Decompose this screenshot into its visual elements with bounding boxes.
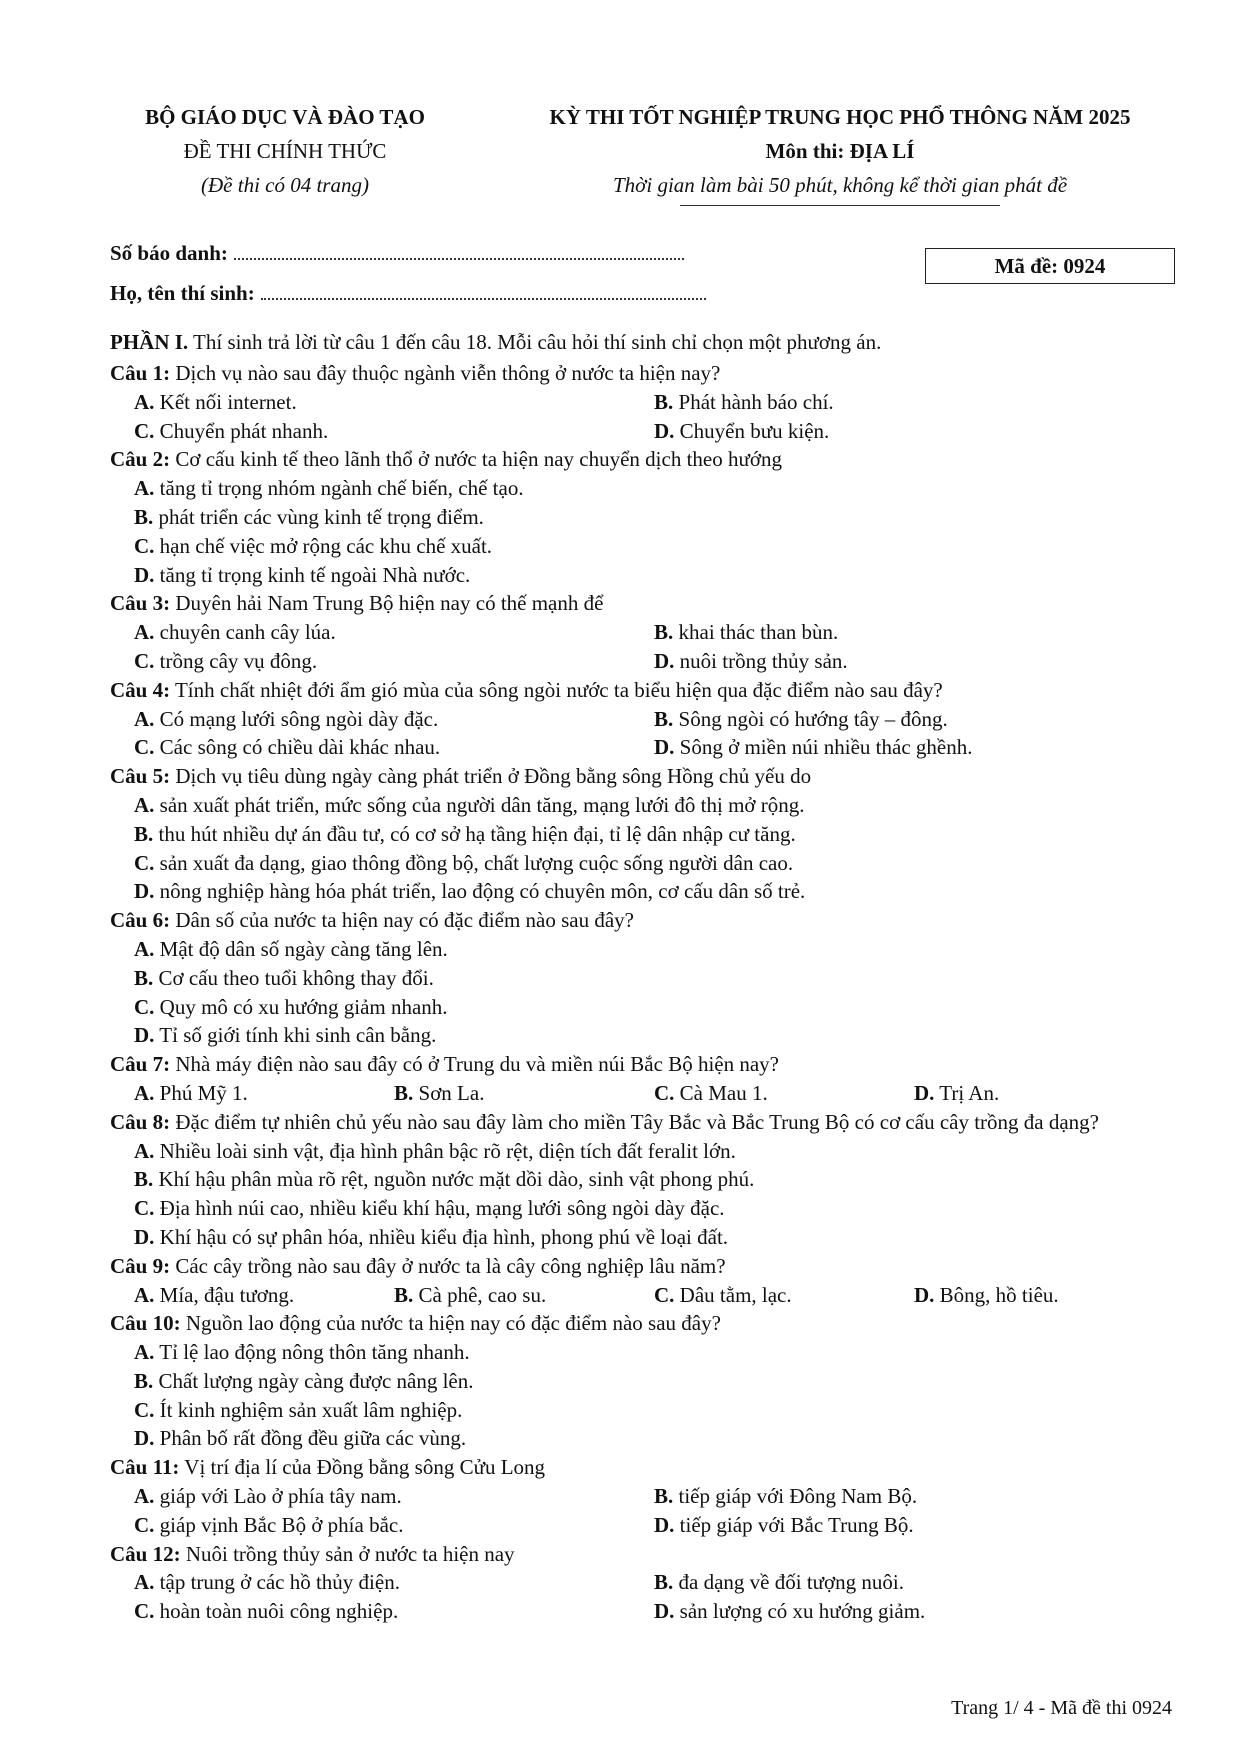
- option-c: [134, 1398, 462, 1422]
- option-letter: B.: [134, 1167, 154, 1192]
- option-letter: D.: [654, 418, 675, 443]
- option-text: Khí hậu phân mùa rõ rệt, nguồn nước mặt dồi dào, sinh vật phong phú.: [153, 1167, 755, 1192]
- option-b: [654, 618, 838, 647]
- official-exam-label: ĐỀ THI CHÍNH THỨC: [183, 139, 387, 163]
- option-row: [110, 503, 1190, 532]
- option-c: [134, 851, 793, 875]
- option-row: [110, 618, 1190, 647]
- option-text: Cà phê, cao su.: [413, 1282, 547, 1307]
- option-c: [134, 995, 448, 1019]
- ministry-name: BỘ GIÁO DỤC VÀ ĐÀO TẠO: [145, 105, 425, 129]
- option-letter: C.: [134, 994, 155, 1019]
- option-letter: A.: [134, 1080, 155, 1105]
- option-text: tăng tỉ trọng kinh tế ngoài Nhà nước.: [154, 562, 471, 587]
- option-row: [110, 705, 1190, 734]
- part-1-label: PHẦN I.: [110, 330, 189, 354]
- option-text: Tỉ lệ lao động nông thôn tăng nhanh.: [154, 1340, 470, 1365]
- option-letter: B.: [654, 1570, 674, 1595]
- option-text: sản xuất đa dạng, giao thông đồng bộ, chất lượng cuộc sống người dân cao.: [154, 850, 794, 875]
- sbd-dots: [234, 240, 684, 260]
- question-text: Nuôi trồng thủy sản ở nước ta hiện nay: [180, 1541, 515, 1566]
- question-text: Nhà máy điện nào sau đây có ở Trung du và miền núi Bắc Bộ hiện nay?: [170, 1052, 780, 1077]
- question-text: Dân số của nước ta hiện nay có đặc điểm nào sau đây?: [170, 908, 634, 933]
- question-label: Câu 10:: [110, 1311, 181, 1336]
- option-row: [110, 935, 1190, 964]
- question-label: Câu 1:: [110, 361, 171, 385]
- option-row: [110, 1568, 1190, 1597]
- option-row: [110, 877, 1190, 906]
- option-letter: D.: [134, 562, 155, 587]
- option-row: [110, 417, 1190, 446]
- option-a: [134, 1139, 736, 1163]
- option-a: [134, 618, 654, 647]
- option-text: hoàn toàn nuôi công nghiệp.: [154, 1599, 399, 1624]
- option-a: [134, 476, 524, 500]
- question-stem: [110, 359, 1190, 388]
- option-letter: D.: [654, 1512, 675, 1537]
- question-stem: [110, 1453, 1190, 1482]
- option-text: tập trung ở các hồ thủy điện.: [154, 1570, 400, 1595]
- question-label: Câu 8:: [110, 1109, 171, 1134]
- question-label: Câu 2:: [110, 447, 171, 472]
- name-dots: [261, 280, 706, 300]
- option-letter: C.: [134, 533, 155, 558]
- question-stem: [110, 762, 1190, 791]
- option-text: giáp với Lào ở phía tây nam.: [154, 1484, 402, 1509]
- option-d: [914, 1281, 1174, 1310]
- question-3: [110, 589, 1190, 675]
- option-text: nuôi trồng thủy sản.: [674, 648, 848, 673]
- option-text: trồng cây vụ đông.: [154, 648, 318, 673]
- time-note: Thời gian làm bài 50 phút, không kể thời gian phát đề: [612, 173, 1068, 197]
- option-letter: B.: [134, 504, 154, 529]
- question-9: [110, 1252, 1190, 1310]
- pages-note: (Đề thi có 04 trang): [201, 173, 369, 197]
- option-letter: C.: [134, 1599, 155, 1624]
- option-letter: C.: [134, 1397, 155, 1422]
- question-11: [110, 1453, 1190, 1539]
- option-text: Sơn La.: [413, 1080, 485, 1105]
- option-text: Dâu tằm, lạc.: [674, 1282, 792, 1307]
- option-a: [134, 1281, 394, 1310]
- option-c: [654, 1281, 914, 1310]
- option-text: Cơ cấu theo tuổi không thay đổi.: [153, 965, 434, 990]
- option-b: [134, 822, 796, 846]
- option-text: Có mạng lưới sông ngòi dày đặc.: [154, 706, 439, 731]
- option-row: [110, 561, 1190, 590]
- option-text: sản lượng có xu hướng giảm.: [674, 1599, 926, 1624]
- sbd-line: [110, 238, 684, 268]
- option-row: [110, 733, 1190, 762]
- option-text: đa dạng về đối tượng nuôi.: [673, 1570, 904, 1595]
- part-1-text: Thí sinh trả lời từ câu 1 đến câu 18. Mỗi câu hỏi thí sinh chỉ chọn một phương án.: [188, 330, 882, 354]
- option-d: [654, 417, 829, 446]
- option-text: Nhiều loài sinh vật, địa hình phân bậc rõ rệt, diện tích đất feralit lớn.: [154, 1138, 736, 1163]
- question-text: Cơ cấu kinh tế theo lãnh thổ ở nước ta hiện nay chuyển dịch theo hướng: [170, 447, 782, 472]
- question-5: [110, 762, 1190, 906]
- option-text: Khí hậu có sự phân hóa, nhiều kiểu địa hình, phong phú về loại đất.: [154, 1224, 729, 1249]
- question-list: [110, 359, 1190, 1626]
- option-row: [110, 532, 1190, 561]
- option-letter: D.: [654, 1599, 675, 1624]
- option-row: [110, 1079, 1190, 1108]
- option-text: chuyên canh cây lúa.: [154, 620, 336, 645]
- question-text: Đặc điểm tự nhiên chủ yếu nào sau đây làm cho miền Tây Bắc và Bắc Trung Bộ có cơ cấu cây trồng đa dạng?: [170, 1109, 1100, 1134]
- option-letter: C.: [134, 418, 155, 443]
- option-letter: C.: [134, 850, 155, 875]
- option-letter: B.: [654, 1484, 674, 1509]
- option-letter: A.: [134, 389, 155, 414]
- question-text: Dịch vụ nào sau đây thuộc ngành viễn thông ở nước ta hiện nay?: [170, 361, 721, 385]
- option-letter: B.: [134, 1368, 154, 1393]
- option-row: [110, 647, 1190, 676]
- option-text: tiếp giáp với Đông Nam Bộ.: [673, 1484, 918, 1509]
- question-text: Tính chất nhiệt đới ẩm gió mùa của sông ngòi nước ta biểu hiện qua đặc điểm nào sau đây?: [170, 677, 943, 702]
- option-text: Phân bố rất đồng đều giữa các vùng.: [154, 1426, 467, 1451]
- option-letter: A.: [134, 936, 155, 961]
- option-b: [654, 1482, 917, 1511]
- question-label: Câu 9:: [110, 1253, 171, 1278]
- option-b: [654, 388, 834, 417]
- option-text: Quy mô có xu hướng giảm nhanh.: [154, 994, 448, 1019]
- name-label: Họ, tên thí sinh:: [110, 281, 255, 305]
- question-12: [110, 1540, 1190, 1626]
- page-footer: Trang 1/ 4 - Mã đề thi 0924: [951, 1697, 1172, 1719]
- option-text: Ít kinh nghiệm sản xuất lâm nghiệp.: [154, 1397, 463, 1422]
- option-text: Chất lượng ngày càng được nâng lên.: [153, 1368, 474, 1393]
- option-b: [134, 505, 484, 529]
- option-row: [110, 1396, 1190, 1425]
- option-text: Chuyển bưu kiện.: [674, 418, 830, 443]
- question-stem: [110, 1108, 1190, 1137]
- option-letter: A.: [134, 476, 155, 501]
- option-c: [134, 647, 654, 676]
- option-letter: D.: [914, 1282, 935, 1307]
- option-text: khai thác than bùn.: [673, 620, 839, 645]
- option-text: nông nghiệp hàng hóa phát triển, lao động có chuyên môn, cơ cấu dân số trẻ.: [154, 879, 806, 904]
- subject: Môn thi: ĐỊA LÍ: [765, 139, 915, 163]
- option-letter: A.: [134, 1138, 155, 1163]
- option-letter: A.: [134, 792, 155, 817]
- option-b: [134, 1369, 474, 1393]
- option-row: [110, 388, 1190, 417]
- option-d: [134, 1426, 466, 1450]
- question-8: [110, 1108, 1190, 1252]
- option-row: [110, 849, 1190, 878]
- option-row: [110, 964, 1190, 993]
- option-a: [134, 1568, 654, 1597]
- name-line: [110, 278, 706, 308]
- option-row: [110, 1511, 1190, 1540]
- option-c: [134, 1196, 725, 1220]
- question-6: [110, 906, 1190, 1050]
- question-text: Nguồn lao động của nước ta hiện nay có đặc điểm nào sau đây?: [180, 1311, 721, 1336]
- option-text: Tỉ số giới tính khi sinh cân bằng.: [154, 1023, 437, 1048]
- option-d: [134, 879, 805, 903]
- option-letter: C.: [654, 1282, 675, 1307]
- option-row: [110, 1424, 1190, 1453]
- option-letter: B.: [134, 821, 154, 846]
- option-c: [134, 1511, 654, 1540]
- option-a: [134, 1482, 654, 1511]
- option-text: Phú Mỹ 1.: [154, 1080, 248, 1105]
- option-text: Các sông có chiều dài khác nhau.: [154, 735, 441, 760]
- option-d: [914, 1079, 1174, 1108]
- question-stem: [110, 445, 1190, 474]
- option-letter: D.: [134, 1426, 155, 1451]
- option-a: [134, 793, 805, 817]
- option-d: [654, 647, 848, 676]
- question-stem: [110, 906, 1190, 935]
- question-label: Câu 5:: [110, 764, 171, 789]
- option-text: Sông ở miền núi nhiều thác ghềnh.: [674, 735, 973, 760]
- question-stem: [110, 1050, 1190, 1079]
- exam-code-box: Mã đề: 0924: [925, 248, 1175, 284]
- option-letter: D.: [134, 1224, 155, 1249]
- option-d: [134, 1023, 436, 1047]
- option-text: Bông, hồ tiêu.: [934, 1282, 1059, 1307]
- question-content: [110, 327, 1190, 1626]
- option-row: [110, 474, 1190, 503]
- option-d: [134, 563, 470, 587]
- option-text: Phát hành báo chí.: [673, 389, 834, 414]
- option-text: Trị An.: [934, 1080, 1000, 1105]
- option-b: [394, 1079, 654, 1108]
- option-c: [134, 1597, 654, 1626]
- question-2: [110, 445, 1190, 589]
- option-b: [654, 705, 948, 734]
- option-letter: A.: [134, 1340, 155, 1365]
- option-letter: D.: [134, 879, 155, 904]
- option-text: Chuyển phát nhanh.: [154, 418, 329, 443]
- option-a: [134, 388, 654, 417]
- option-a: [134, 937, 448, 961]
- option-a: [134, 705, 654, 734]
- question-label: Câu 3:: [110, 591, 171, 616]
- option-b: [134, 1167, 754, 1191]
- question-text: Vị trí địa lí của Đồng bằng sông Cửu Long: [179, 1455, 546, 1480]
- option-letter: A.: [134, 620, 155, 645]
- option-text: phát triển các vùng kinh tế trọng điểm.: [153, 504, 484, 529]
- option-letter: C.: [134, 1512, 155, 1537]
- header-rule: [680, 205, 1000, 206]
- question-text: Dịch vụ tiêu dùng ngày càng phát triển ở Đồng bằng sông Hồng chủ yếu do: [170, 764, 812, 789]
- part-1-instructions: [110, 327, 1190, 357]
- option-letter: A.: [134, 1570, 155, 1595]
- option-a: [134, 1079, 394, 1108]
- option-row: [110, 791, 1190, 820]
- option-row: [110, 1021, 1190, 1050]
- option-row: [110, 820, 1190, 849]
- option-d: [134, 1225, 728, 1249]
- option-letter: D.: [134, 1023, 155, 1048]
- option-letter: A.: [134, 706, 155, 731]
- option-letter: B.: [134, 965, 154, 990]
- option-letter: C.: [134, 735, 155, 760]
- question-text: Các cây trồng nào sau đây ở nước ta là cây công nghiệp lâu năm?: [170, 1253, 726, 1278]
- option-letter: C.: [134, 1196, 155, 1221]
- question-stem: [110, 676, 1190, 705]
- option-row: [110, 1165, 1190, 1194]
- option-a: [134, 1340, 470, 1364]
- question-1: [110, 359, 1190, 445]
- question-7: [110, 1050, 1190, 1108]
- option-letter: B.: [654, 389, 674, 414]
- header-right: [480, 100, 1200, 202]
- option-b: [134, 966, 434, 990]
- option-b: [394, 1281, 654, 1310]
- option-text: hạn chế việc mở rộng các khu chế xuất.: [154, 533, 493, 558]
- question-stem: [110, 589, 1190, 618]
- option-d: [654, 1511, 914, 1540]
- question-label: Câu 6:: [110, 908, 171, 933]
- question-label: Câu 4:: [110, 677, 171, 702]
- question-label: Câu 11:: [110, 1455, 180, 1480]
- option-text: Mật độ dân số ngày càng tăng lên.: [154, 936, 448, 961]
- option-letter: B.: [654, 706, 674, 731]
- option-c: [654, 1079, 914, 1108]
- option-row: [110, 1281, 1190, 1310]
- option-c: [134, 534, 492, 558]
- option-letter: B.: [394, 1282, 414, 1307]
- question-stem: [110, 1309, 1190, 1338]
- question-stem: [110, 1540, 1190, 1569]
- option-text: tiếp giáp với Bắc Trung Bộ.: [674, 1512, 914, 1537]
- option-letter: B.: [654, 620, 674, 645]
- option-text: Địa hình núi cao, nhiều kiểu khí hậu, mạng lưới sông ngòi dày đặc.: [154, 1196, 725, 1221]
- question-text: Duyên hải Nam Trung Bộ hiện nay có thế mạnh để: [170, 591, 604, 616]
- option-text: Kết nối internet.: [154, 389, 297, 414]
- option-c: [134, 733, 654, 762]
- option-row: [110, 1367, 1190, 1396]
- question-label: Câu 7:: [110, 1052, 171, 1077]
- option-row: [110, 1338, 1190, 1367]
- option-row: [110, 1482, 1190, 1511]
- option-letter: B.: [394, 1080, 414, 1105]
- question-stem: [110, 1252, 1190, 1281]
- option-text: thu hút nhiều dự án đầu tư, có cơ sở hạ tầng hiện đại, tỉ lệ dân nhập cư tăng.: [153, 821, 796, 846]
- question-10: [110, 1309, 1190, 1453]
- question-label: Câu 12:: [110, 1541, 181, 1566]
- option-row: [110, 1137, 1190, 1166]
- option-letter: A.: [134, 1484, 155, 1509]
- option-letter: C.: [134, 648, 155, 673]
- option-text: Cà Mau 1.: [674, 1080, 768, 1105]
- option-letter: C.: [654, 1080, 675, 1105]
- question-4: [110, 676, 1190, 762]
- option-text: giáp vịnh Bắc Bộ ở phía bắc.: [154, 1512, 404, 1537]
- option-text: sản xuất phát triển, mức sống của người dân tăng, mạng lưới đô thị mở rộng.: [154, 792, 805, 817]
- option-text: Sông ngòi có hướng tây – đông.: [673, 706, 948, 731]
- sbd-label: Số báo danh:: [110, 241, 228, 265]
- option-b: [654, 1568, 904, 1597]
- option-text: Mía, đậu tương.: [154, 1282, 295, 1307]
- header-left: [120, 100, 450, 202]
- option-row: [110, 993, 1190, 1022]
- option-row: [110, 1597, 1190, 1626]
- option-letter: D.: [654, 735, 675, 760]
- option-c: [134, 417, 654, 446]
- option-letter: D.: [654, 648, 675, 673]
- option-row: [110, 1223, 1190, 1252]
- option-letter: D.: [914, 1080, 935, 1105]
- option-text: tăng tỉ trọng nhóm ngành chế biến, chế tạo.: [154, 476, 524, 501]
- option-d: [654, 1597, 925, 1626]
- option-row: [110, 1194, 1190, 1223]
- option-d: [654, 733, 972, 762]
- option-letter: A.: [134, 1282, 155, 1307]
- exam-title: KỲ THI TỐT NGHIỆP TRUNG HỌC PHỔ THÔNG NĂM 2025: [549, 105, 1131, 129]
